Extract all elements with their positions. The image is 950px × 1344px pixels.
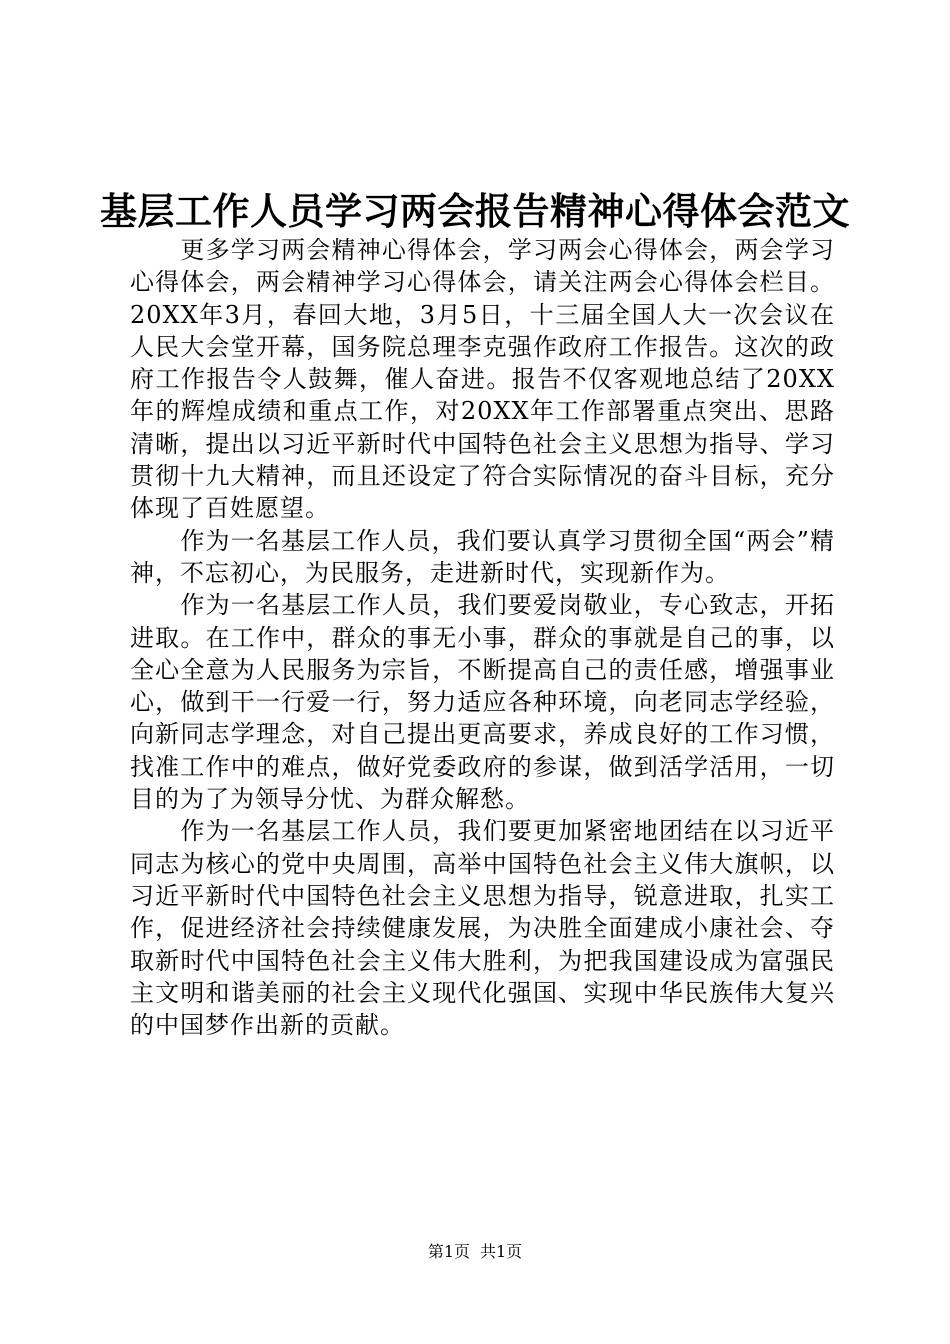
page-number-current: 第1页: [427, 1242, 470, 1261]
document-body: [130, 234, 835, 1041]
page-number-total: 共1页: [480, 1242, 523, 1261]
page-footer: [0, 1242, 950, 1262]
paragraph-3: 作为一名基层工作人员，我们要爱岗敬业，专心致志，开拓进取。在工作中，群众的事无小事，群众的事就是自己的事，以全心全意为人民服务为宗旨，不断提高自己的责任感，增强事业心，做到干一行爱一行，努力适应各种环境，向老同志学经验，向新同志学理念，对自己提出更高要求，养成良好的工作习惯，找准工作中的难点，做好党委政府的参谋，做到活学活用，一切目的为了为领导分忧、为群众解愁。: [130, 591, 835, 814]
paragraph-2: 作为一名基层工作人员，我们要认真学习贯彻全国“两会”精神，不忘初心，为民服务，走进新时代，实现新作为。: [130, 526, 835, 587]
paragraph-1: 更多学习两会精神心得体会，学习两会心得体会，两会学习心得体会，两会精神学习心得体会，请关注两会心得体会栏目。20XX年3月，春回大地，3月5日，十三届全国人大一次会议在人民大会堂开幕，国务院总理李克强作政府工作报告。这次的政府工作报告令人鼓舞，催人奋进。报告不仅客观地总结了20XX年的辉煌成绩和重点工作，对20XX年工作部署重点突出、思路清晰，提出以习近平新时代中国特色社会主义思想为指导、学习贯彻十九大精神，而且还设定了符合实际情况的奋斗目标，充分体现了百姓愿望。: [130, 236, 835, 523]
paragraph-4: 作为一名基层工作人员，我们要更加紧密地团结在以习近平同志为核心的党中央周围，高举中国特色社会主义伟大旗帜，以习近平新时代中国特色社会主义思想为指导，锐意进取，扎实工作，促进经济社会持续健康发展，为决胜全面建成小康社会、夺取新时代中国特色社会主义伟大胜利，为把我国建设成为富强民主文明和谐美丽的社会主义现代化强国、实现中华民族伟大复兴的中国梦作出新的贡献。: [130, 817, 835, 1040]
document-title: 基层工作人员学习两会报告精神心得体会范文: [100, 189, 850, 233]
